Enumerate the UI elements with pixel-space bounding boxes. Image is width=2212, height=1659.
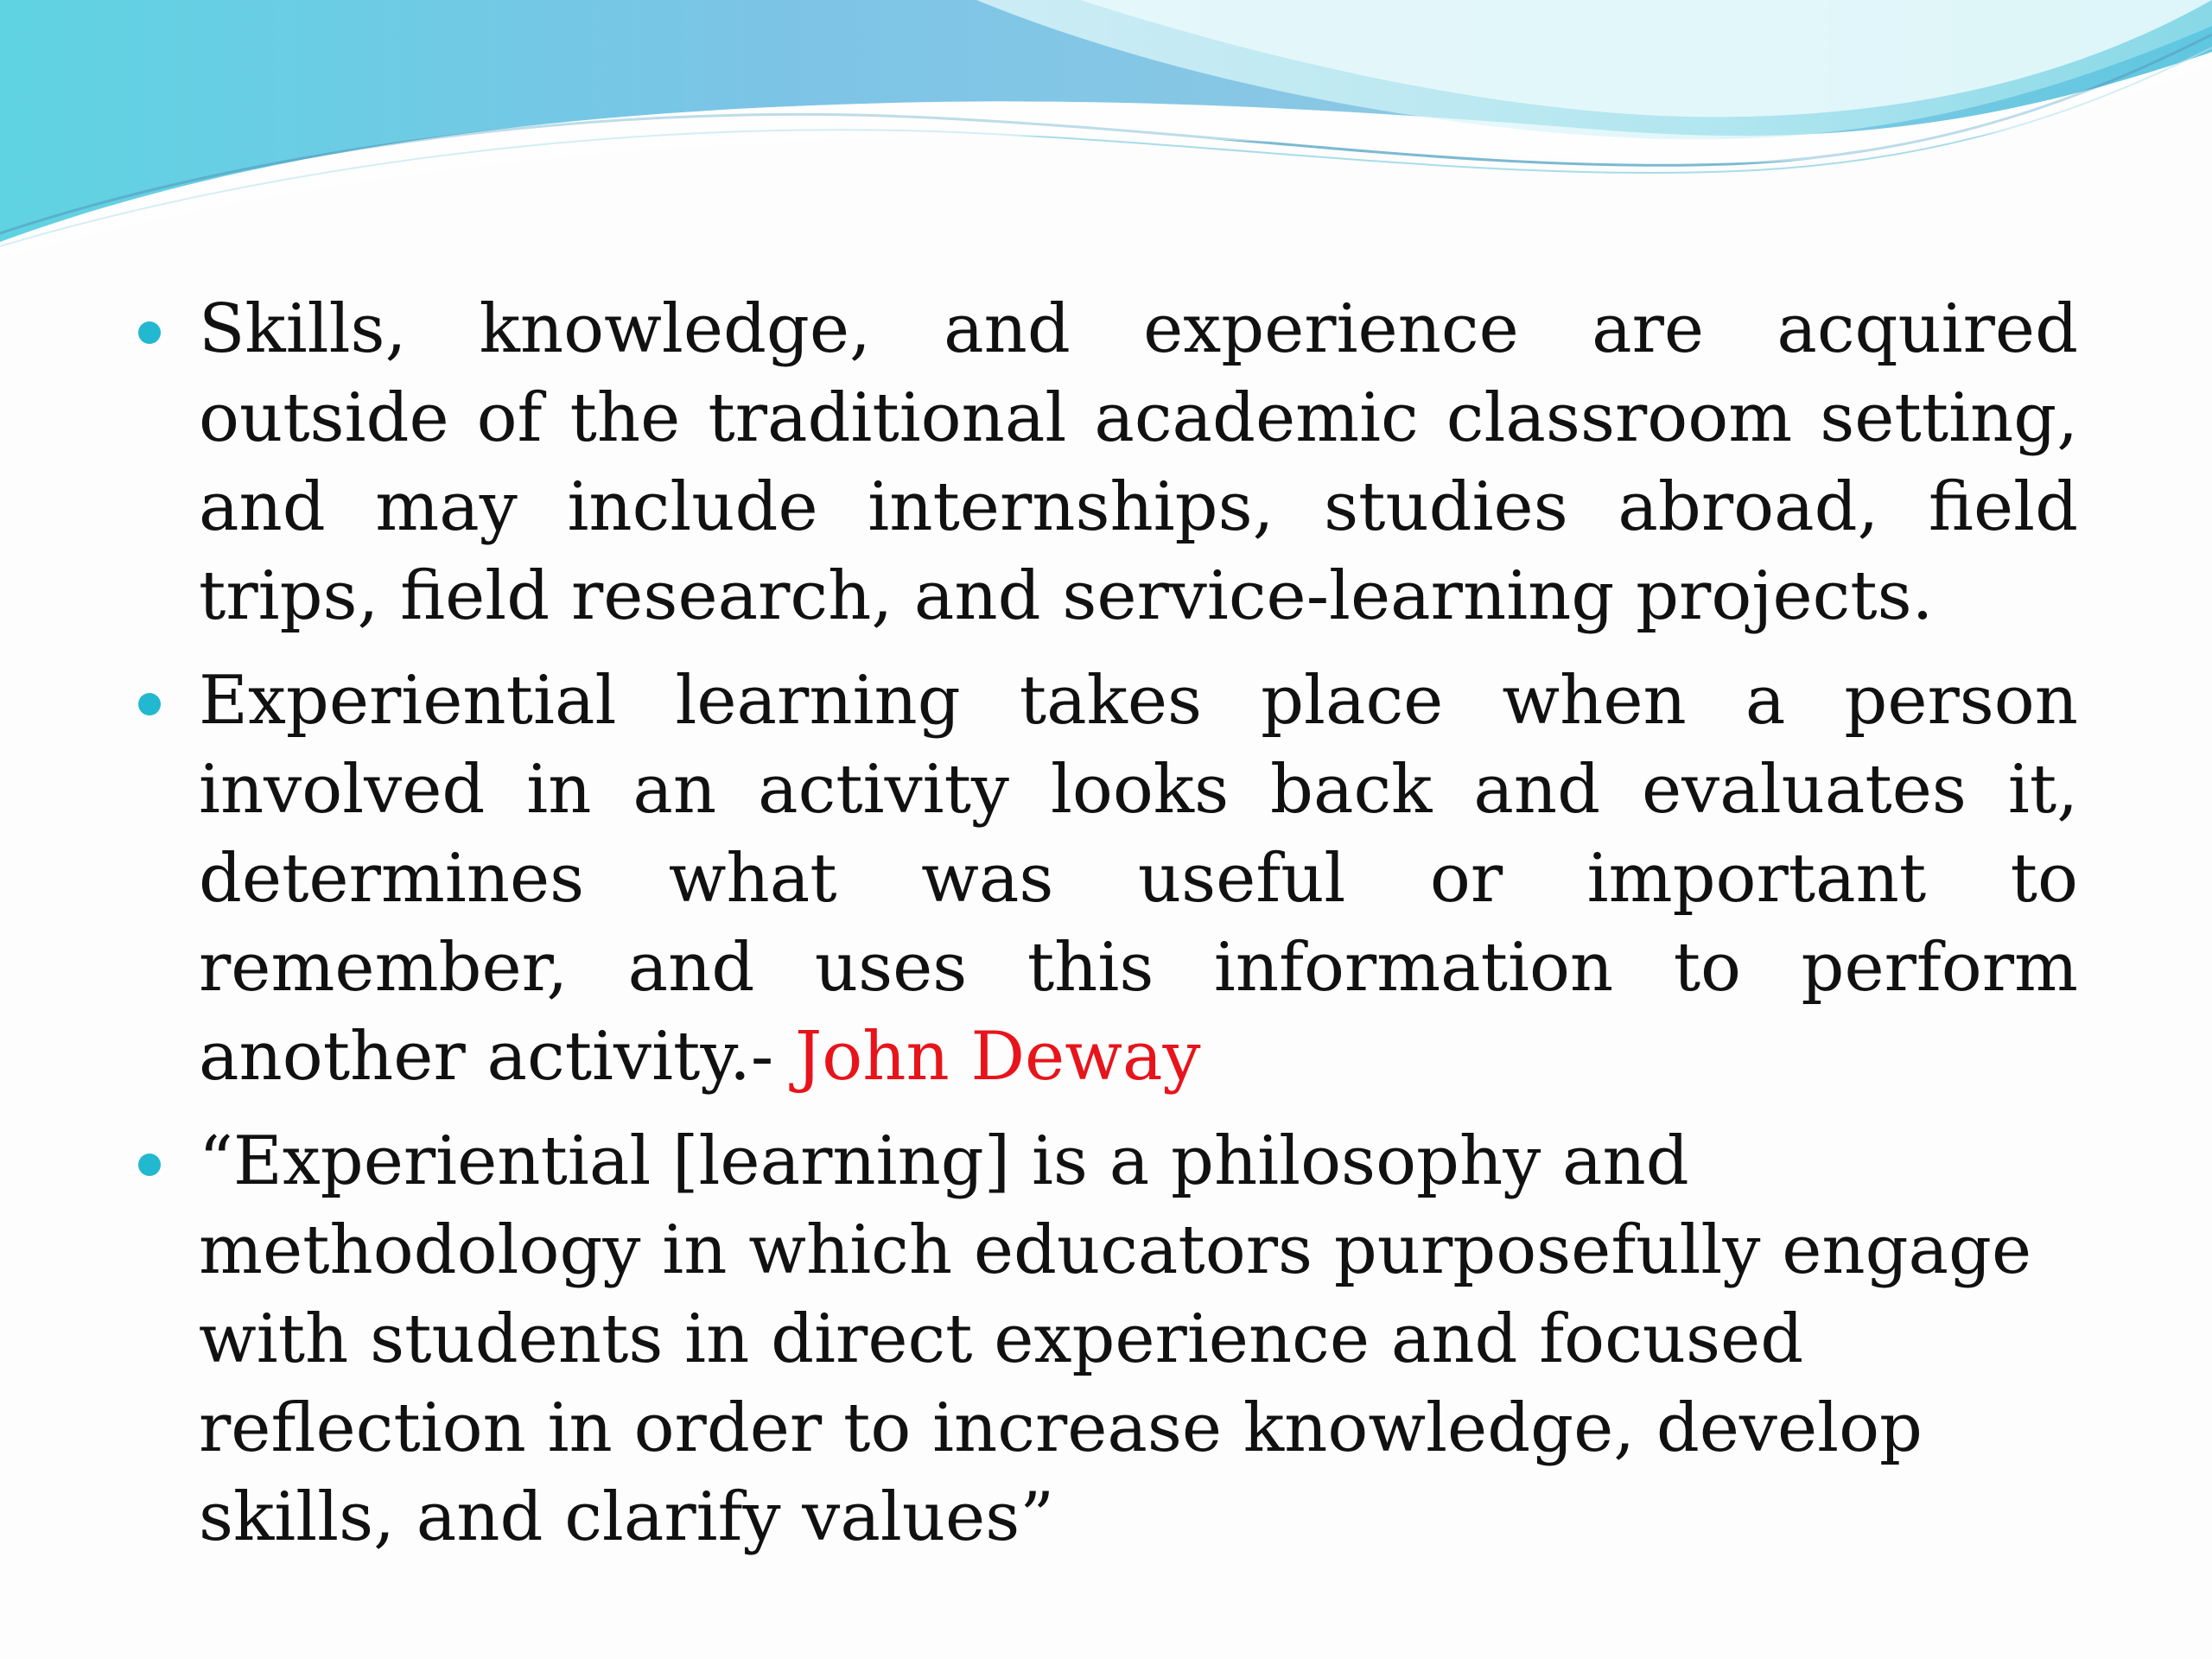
bullet-text: “Experiential [learning] is a philosophy and methodology in which educators purposefully engage with students in direct experience and focused reflection in order to increase knowledge, develop skills, and clarify values” xyxy=(199,1122,2032,1556)
bullet-list xyxy=(138,285,2078,1578)
attribution-name: John Deway xyxy=(795,1018,1201,1096)
bullet-dot-icon xyxy=(138,321,161,344)
bullet-item-3 xyxy=(138,1117,2078,1562)
bullet-item-1 xyxy=(138,285,2078,641)
bullet-dot-icon xyxy=(138,693,161,715)
bullet-item-2 xyxy=(138,657,2078,1102)
header-wave-decoration xyxy=(0,0,2212,259)
bullet-text: Skills, knowledge, and experience are acquired outside of the traditional academic classroom setting, and may include internships, studies abroad, field trips, field research, and service-learning projects. xyxy=(199,290,2078,635)
bullet-dot-icon xyxy=(138,1154,161,1176)
bullet-text: Experiential learning takes place when a person involved in an activity looks back and evaluates it, determines what was useful or important to remember, and uses this information to perform another activity.- xyxy=(199,662,2078,1096)
